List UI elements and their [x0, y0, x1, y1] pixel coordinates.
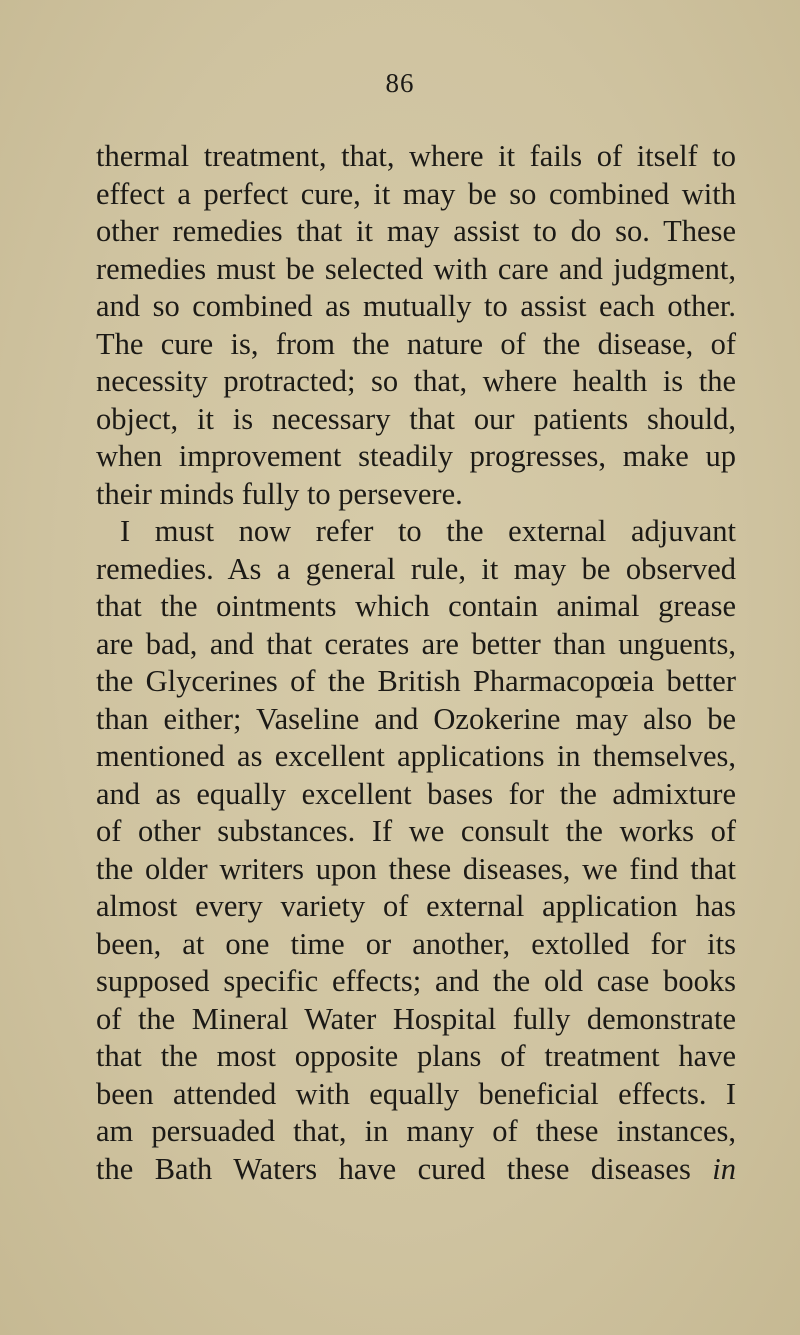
text-line: supposed specific effects; and the old case books [96, 964, 736, 998]
text-line: remedies must be selected with care and judgment, [96, 251, 736, 286]
text-line: that the most opposite plans of treatment have [96, 1039, 736, 1073]
text-line: when improvement steadily progresses, make up [96, 439, 736, 473]
text-line: been, at one time or another, extolled for its [96, 926, 736, 961]
text-line: necessity protracted; so that, where health is the [96, 364, 736, 398]
text-line: am persuaded that, in many of these instances, [96, 1114, 736, 1148]
text-line-final [96, 1151, 736, 1189]
body-text [96, 138, 736, 1188]
text-line: and as equally excellent bases for the admixture [96, 776, 736, 811]
text-line: effect a perfect cure, it may be so combined with [96, 176, 736, 211]
text-line: and so combined as mutually to assist each other. [96, 289, 736, 323]
text-line: object, it is necessary that our patients should, [96, 401, 736, 436]
italic-word: in [712, 1151, 737, 1186]
text-line: been attended with equally beneficial effects. I [96, 1076, 736, 1111]
text-line: I must now refer to the external adjuvant [120, 514, 736, 548]
text-line-final-main: the Bath Waters have cured these diseases [96, 1151, 691, 1186]
text-line: other remedies that it may assist to do so. These [96, 214, 736, 248]
text-line: that the ointments which contain animal grease [96, 589, 736, 623]
text-line: their minds fully to persevere. [96, 476, 463, 511]
text-line: than either; Vaseline and Ozokerine may also be [96, 701, 736, 736]
text-line: thermal treatment, that, where it fails of itself to [96, 139, 736, 173]
page-number: 86 [385, 68, 415, 98]
text-line: are bad, and that cerates are better than unguents, [96, 626, 736, 661]
text-line: of the Mineral Water Hospital fully demonstrate [96, 1001, 736, 1036]
text-line: the older writers upon these diseases, we find that [96, 851, 736, 886]
text-line: The cure is, from the nature of the disease, of [96, 326, 736, 361]
text-line: of other substances. If we consult the works of [96, 814, 736, 848]
text-line: mentioned as excellent applications in themselves, [96, 739, 736, 773]
text-line: almost every variety of external application has [96, 889, 736, 923]
text-line: the Glycerines of the British Pharmacopœia better [96, 664, 736, 698]
text-line: remedies. As a general rule, it may be observed [96, 551, 736, 586]
